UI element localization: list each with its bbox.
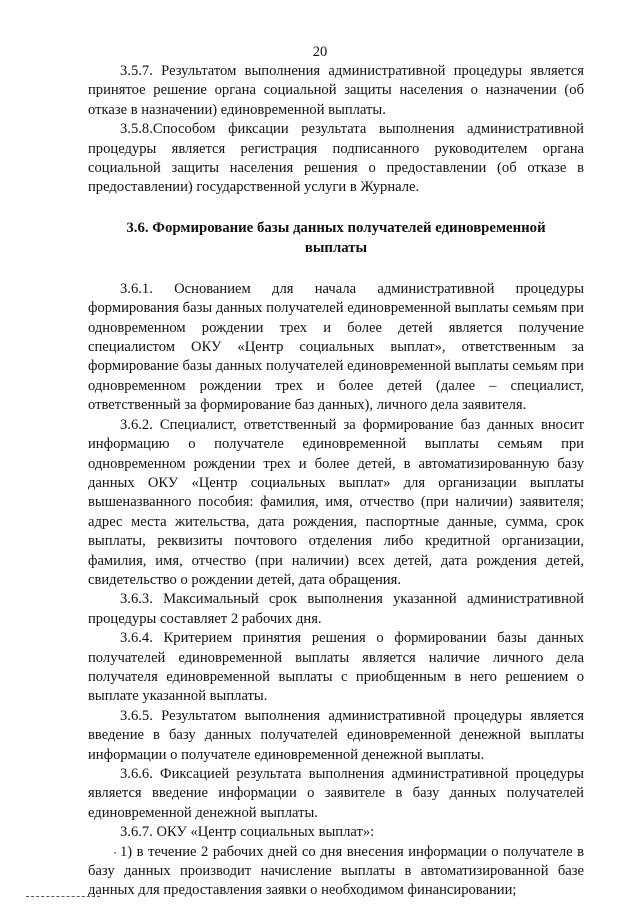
scan-artifact-line — [26, 896, 100, 899]
scan-artifact-dot — [114, 852, 116, 854]
section-heading-3-6: 3.6. Формирование базы данных получателей единовременной выплаты — [126, 219, 546, 256]
paragraph-3-6-3: 3.6.3. Максимальный срок выполнения указанной административной процедуры составляет 2 рабочих дня. — [88, 591, 584, 627]
paragraph-3-6-7-item-1: 1) в течение 2 рабочих дней со дня внесения информации о получателе в базу данных производит начисление выплаты в автоматизированной базе данных для предоставления заявки о необходимом финансировании; — [88, 843, 584, 899]
page-number: 20 — [312, 44, 328, 60]
paragraph-3-6-5: 3.6.5. Результатом выполнения административной процедуры является введение в базу данных получателей единовременной денежной выплаты информации о получателе единовременной денежной выплаты. — [88, 707, 584, 763]
paragraph-3-5-8: 3.5.8.Способом фиксации результата выполнения административной процедуры является регистрация подписанного руководителем органа социальной защиты населения решения о предоставлении (об отказе в предоставлении) государственной услуги в Журнале. — [88, 121, 584, 196]
paragraph-3-6-2: 3.6.2. Специалист, ответственный за формирование баз данных вносит информацию о получателе единовременной выплаты семьям при одновременном рождении трех и более детей, в автоматизированную базу данных ОКУ «Центр социальных выплат» для организации выплаты вышеназванного пособия: фамилия, имя, отчество (при наличии) заявителя; адрес места жительства, дата рождения, паспортные данные, сумма, срок выплаты, реквизиты почтового отделения либо кредитной организации, фамилия, имя, отчество (при наличии) всех детей, дата рождения детей, свидетельство о рождении детей, дата обращения. — [88, 416, 584, 588]
document-body — [88, 62, 584, 901]
paragraph-3-6-4: 3.6.4. Критерием принятия решения о формировании базы данных получателей единовременной выплаты является наличие личного дела получателя единовременной выплаты с приобщенным в него решением о выплате указанной выплаты. — [88, 630, 584, 705]
paragraph-3-6-6: 3.6.6. Фиксацией результата выполнения административной процедуры является введение информации о заявителе в базу данных получателей единовременной денежной выплаты. — [88, 766, 584, 821]
paragraph-3-6-7: 3.6.7. ОКУ «Центр социальных выплат»: — [120, 824, 375, 841]
paragraph-3-6-1: 3.6.1. Основанием для начала административной процедуры формирования базы данных получателей единовременной выплаты семьям при одновременном рождении трех и более детей является получение специалистом ОКУ «Центр социальных выплат», ответственным за формирование базы данных получателей единовременной выплаты семьям при одновременном рождении трех и более детей (далее – специалист, ответственный за формирование баз данных), личного дела заявителя. — [88, 280, 584, 414]
paragraph-3-5-7: 3.5.7. Результатом выполнения административной процедуры является принятое решение органа социальной защиты населения о назначении (об отказе в назначении) единовременной выплаты. — [88, 63, 584, 118]
